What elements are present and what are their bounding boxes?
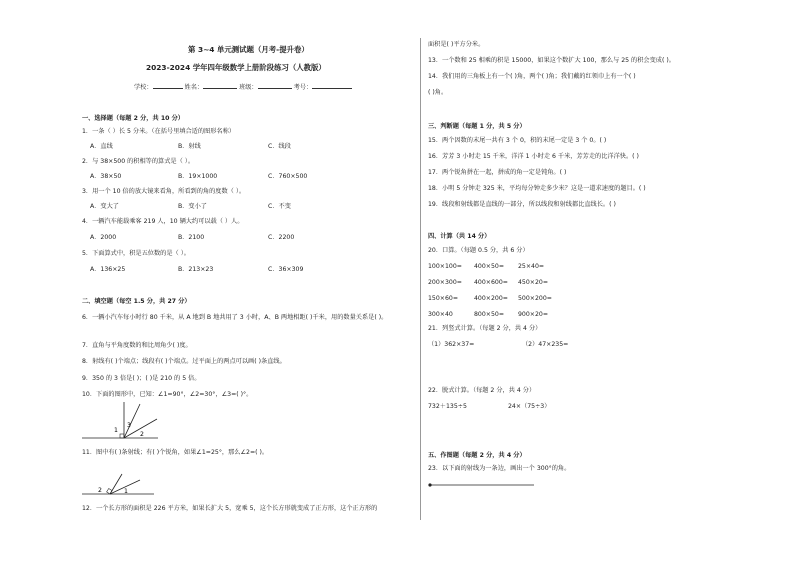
angle-label: 2 <box>140 431 144 438</box>
question-text: 22．脱式计算。（每题 2 分，共 4 分） <box>428 387 536 394</box>
class-label: 班级： <box>239 84 258 91</box>
page-title: 第 3~4 单元测试题（月考-提升卷） <box>188 45 309 54</box>
calc-item: 400×200= <box>474 295 508 302</box>
question-text: 5．下面算式中，积是五位数的是（ ）。 <box>82 250 190 257</box>
calc-item: 500×200= <box>518 295 552 302</box>
calc-item: 25×40= <box>518 263 545 270</box>
option-c: C．不变 <box>268 203 291 210</box>
question-text: 19．线段和射线都是直线的一部分，所以线段和射线都比直线长。( ) <box>428 201 616 208</box>
question-text: 3．用一个 10 倍的放大镜来看角，所看到的角的度数（ ）。 <box>82 188 246 195</box>
question-text: 13．一个数和 25 相乘的积是 15000，如果这个数扩大 100，那么与 25 的积会变成( )。 <box>428 57 675 64</box>
calc-item: 150×60= <box>428 295 459 302</box>
question-text: 17．两个锐角拼在一起，拼成的角一定是钝角。( ) <box>428 169 567 176</box>
option-c: C．36×309 <box>268 266 304 273</box>
section-heading: 二、填空题（每空 1.5 分，共 27 分） <box>82 298 191 305</box>
question-text: 10．下面的图形中，已知：∠1=90°，∠2=30°，∠3=( )°。 <box>82 391 253 398</box>
column-divider <box>420 38 421 520</box>
question-text: 1．一条（ ）长 5 分米。（在括号里填合适的图形名称） <box>82 128 235 135</box>
calc-item: 732＋135÷5 <box>428 403 467 410</box>
calc-item: 800×50= <box>474 311 505 318</box>
student-info-row <box>134 82 352 92</box>
question-text: 15．两个因数的末尾一共有 3 个 0，积的末尾一定是 3 个 0。( ) <box>428 137 607 144</box>
exam-no-field[interactable] <box>312 82 352 89</box>
page-subtitle: 2023-2024 学年四年级数学上册阶段练习（人教版） <box>146 63 326 72</box>
calc-item: 400×50= <box>474 263 505 270</box>
question-text: 2．与 38×500 的积相等的算式是（ ）。 <box>82 158 195 165</box>
option-c: C．线段 <box>268 143 291 150</box>
option-b: B．19×1000 <box>178 173 218 180</box>
question-text: 7．直角与平角度数的和比周角少( )度。 <box>82 342 192 349</box>
option-b: B．2100 <box>178 234 205 241</box>
calc-item: 300×40 <box>428 311 453 318</box>
school-field[interactable] <box>153 82 183 89</box>
option-c: C．2200 <box>268 234 295 241</box>
question-text: 6．一辆小汽车每小时行 80 千米，从 A 地到 B 地共用了 3 小时，A、B 两地相距( )千米，用的数量关系是( )。 <box>82 314 388 321</box>
question-text: ( )角。 <box>428 89 448 96</box>
question-text: 8．射线有( )个端点；线段有( )个端点。过平面上的两点可以画( )条直线。 <box>82 358 286 365</box>
question-text: 面积是( )平方分米。 <box>428 41 485 48</box>
angle-figure-q11 <box>82 462 162 502</box>
question-text: 18．小明 5 分钟走 325 米，平均每分钟走多少米？这是一道求速度的题目。( ) <box>428 185 646 192</box>
question-text: 20．口算。（每题 0.5 分，共 6 分） <box>428 247 529 254</box>
calc-item: 200×300= <box>428 279 462 286</box>
angle-label: 1 <box>114 427 118 434</box>
question-text: 9．350 的 3 倍是( )；( )是 210 的 5 倍。 <box>82 375 201 382</box>
angle-label: 1 <box>124 488 128 495</box>
section-heading: 五、作图题（每题 2 分，共 4 分） <box>428 452 526 459</box>
option-c: C．760×500 <box>268 173 308 180</box>
section-heading: 四、计算（共 14 分） <box>428 233 491 240</box>
question-text: 12．一个长方形的面积是 226 平方米，如果长扩大 5，宽乘 5，这个长方形就变成了正方形，这个正方形的 <box>82 505 378 512</box>
calc-item: （2）47×235= <box>522 341 569 348</box>
school-label: 学校： <box>134 84 153 91</box>
exam-no-label: 考号： <box>293 84 313 91</box>
section-heading: 一、选择题（每题 2 分，共 10 分） <box>82 115 184 122</box>
class-field[interactable] <box>258 82 292 89</box>
option-a: A．38×50 <box>90 173 122 180</box>
question-text: 11．图中有( )条射线；有( )个锐角，如果∠1=25°，那么∠2=( )。 <box>82 449 269 456</box>
calc-item: 400×600= <box>474 279 508 286</box>
option-a: A．变大了 <box>90 203 119 210</box>
angle-label: 2 <box>98 487 102 494</box>
question-text: 4．一辆汽车能载乘客 219 人，10 辆大约可以载（ ）人。 <box>82 218 244 225</box>
calc-item: 24×（75÷3） <box>508 403 551 410</box>
calc-item: （1）362×37= <box>428 341 475 348</box>
calc-item: 100×100= <box>428 263 462 270</box>
name-field[interactable] <box>203 82 237 89</box>
section-heading: 三、判断题（每题 1 分，共 5 分） <box>428 123 526 130</box>
ray-figure-q23 <box>428 481 538 489</box>
question-text: 14．我们用的三角板上有一个( )角，两个( )角；我们戴的红领巾上有一个( ) <box>428 73 636 80</box>
option-a: A．直线 <box>90 143 113 150</box>
angle-label: 3 <box>127 422 131 429</box>
question-text: 21．列竖式计算。（每题 2 分，共 4 分） <box>428 325 542 332</box>
name-label: 姓名： <box>184 84 204 91</box>
calc-item: 900×20= <box>518 311 549 318</box>
option-b: B．变小了 <box>178 203 207 210</box>
option-b: B．射线 <box>178 143 201 150</box>
question-text: 23．以下面的射线为一条边，画出一个 300°的角。 <box>428 465 571 472</box>
option-a: A．136×25 <box>90 266 126 273</box>
calc-item: 450×20= <box>518 279 549 286</box>
option-a: A．2000 <box>90 234 117 241</box>
question-text: 16．芳芳 3 小时走 15 千米，洋洋 1 小时走 6 千米，芳芳走的比洋洋快。( ) <box>428 153 639 160</box>
angle-figure-q10 <box>82 398 162 448</box>
option-b: B．213×23 <box>178 266 214 273</box>
